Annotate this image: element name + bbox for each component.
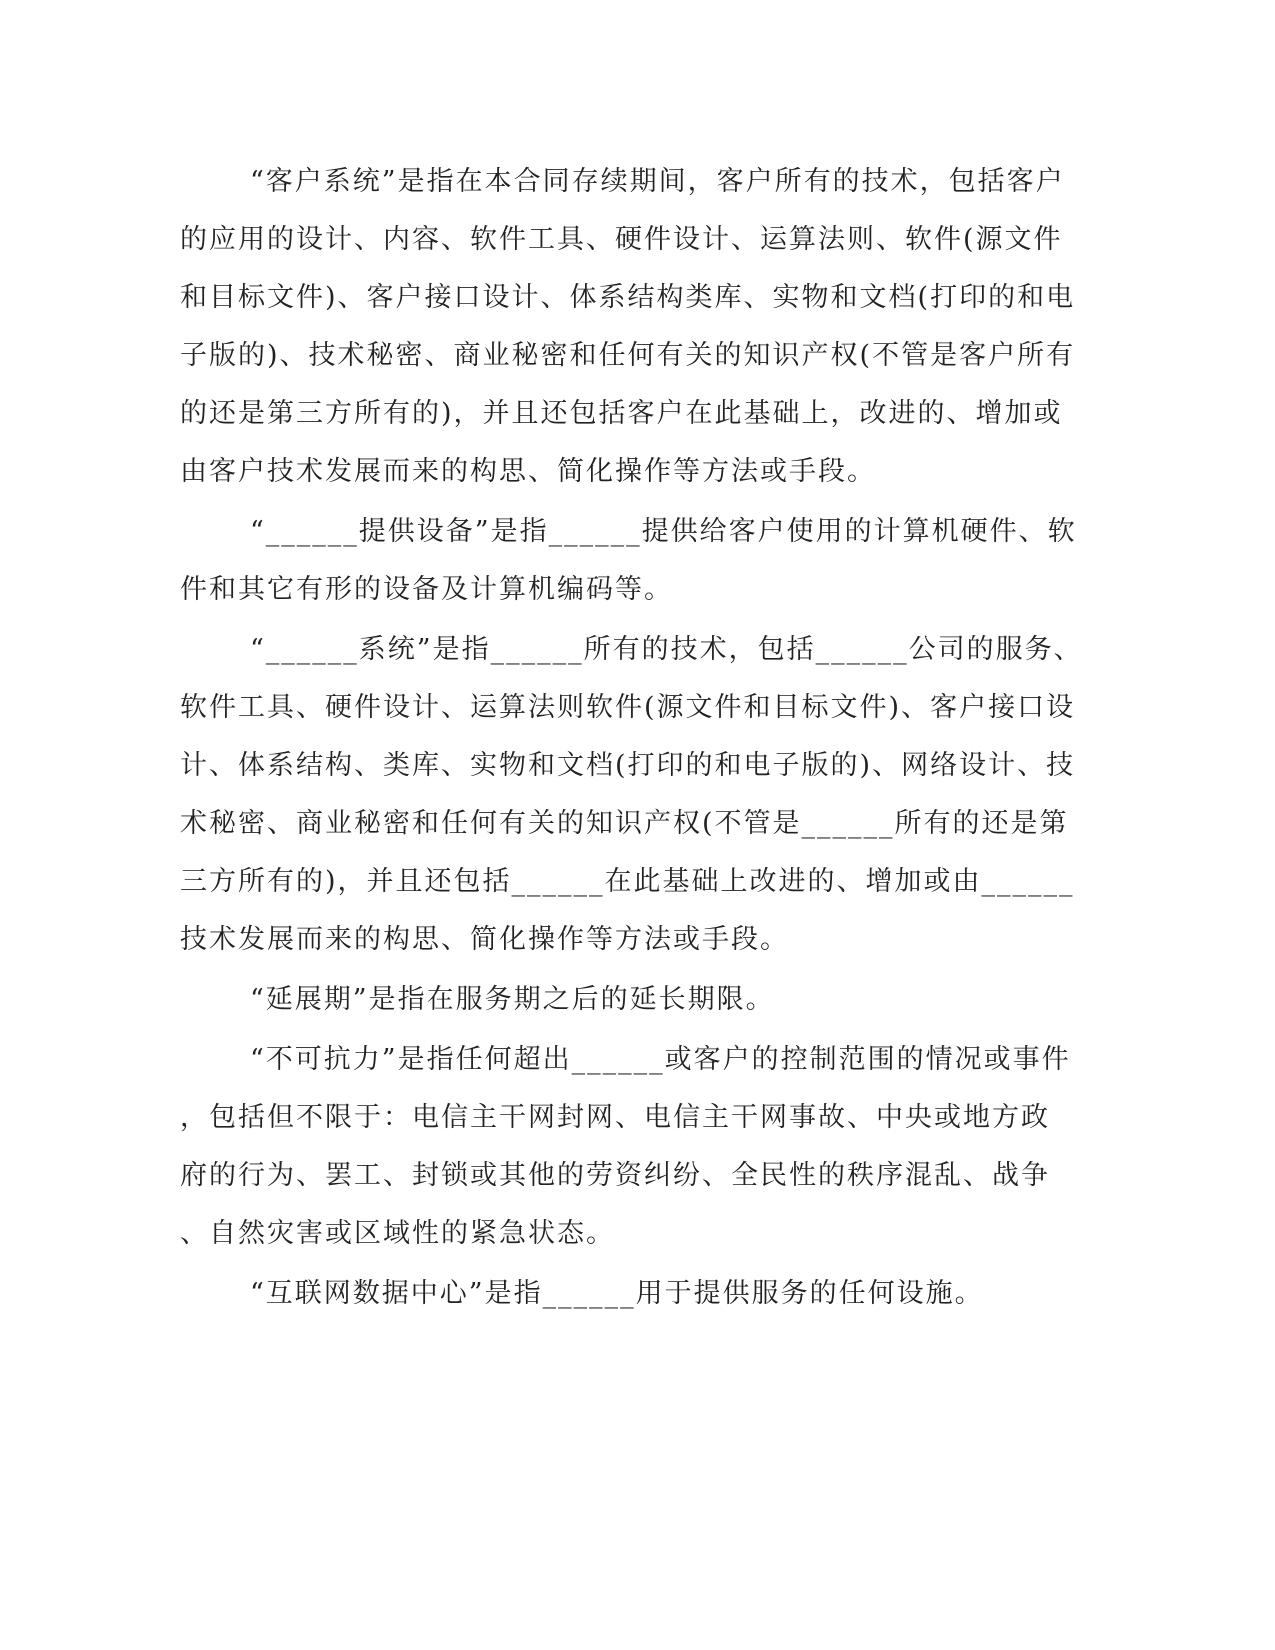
paragraph-line: 的还是第三方所有的)，并且还包括客户在此基础上，改进的、增加或	[180, 398, 1063, 429]
paragraph-line: “延展期”是指在服务期之后的延长期限。	[250, 984, 775, 1015]
paragraph-line: 和目标文件)、客户接口设计、体系结构类库、实物和文档(打印的和电	[180, 282, 1076, 313]
paragraph-line: 计、体系结构、类库、实物和文档(打印的和电子版的)、网络设计、技	[180, 750, 1076, 781]
paragraph-line: 子版的)、技术秘密、商业秘密和任何有关的知识产权(不管是客户所有	[180, 340, 1076, 371]
paragraph-line: 由客户技术发展而来的构思、简化操作等方法或手段。	[180, 456, 876, 487]
paragraph-line: “______提供设备”是指______提供给客户使用的计算机硬件、软	[250, 516, 1077, 547]
paragraph-line: 、自然灾害或区域性的紧急状态。	[180, 1218, 615, 1249]
paragraph-line: 三方所有的)，并且还包括______在此基础上改进的、增加或由______	[180, 866, 1075, 897]
paragraph-line: 府的行为、罢工、封锁或其他的劳资纠纷、全民性的秩序混乱、战争	[180, 1160, 1050, 1191]
paragraph-line: “______系统”是指______所有的技术，包括______公司的服务、	[250, 634, 1083, 665]
paragraph-line: 技术发展而来的构思、简化操作等方法或手段。	[180, 924, 789, 955]
paragraph-line: 术秘密、商业秘密和任何有关的知识产权(不管是______所有的还是第	[180, 808, 1069, 839]
paragraph-line: “不可抗力”是指任何超出______或客户的控制范围的情况或事件	[250, 1044, 1071, 1075]
paragraph-line: 软件工具、硬件设计、运算法则软件(源文件和目标文件)、客户接口设	[180, 692, 1076, 723]
paragraph-line: 件和其它有形的设备及计算机编码等。	[180, 574, 673, 605]
paragraph-line: “客户系统”是指在本合同存续期间，客户所有的技术，包括客户	[250, 166, 1065, 197]
paragraph-line: ，包括但不限于：电信主干网封网、电信主干网事故、中央或地方政	[180, 1102, 1050, 1133]
paragraph-line: “互联网数据中心”是指______用于提供服务的任何设施。	[250, 1278, 984, 1309]
paragraph-line: 的应用的设计、内容、软件工具、硬件设计、运算法则、软件(源文件	[180, 224, 1063, 255]
